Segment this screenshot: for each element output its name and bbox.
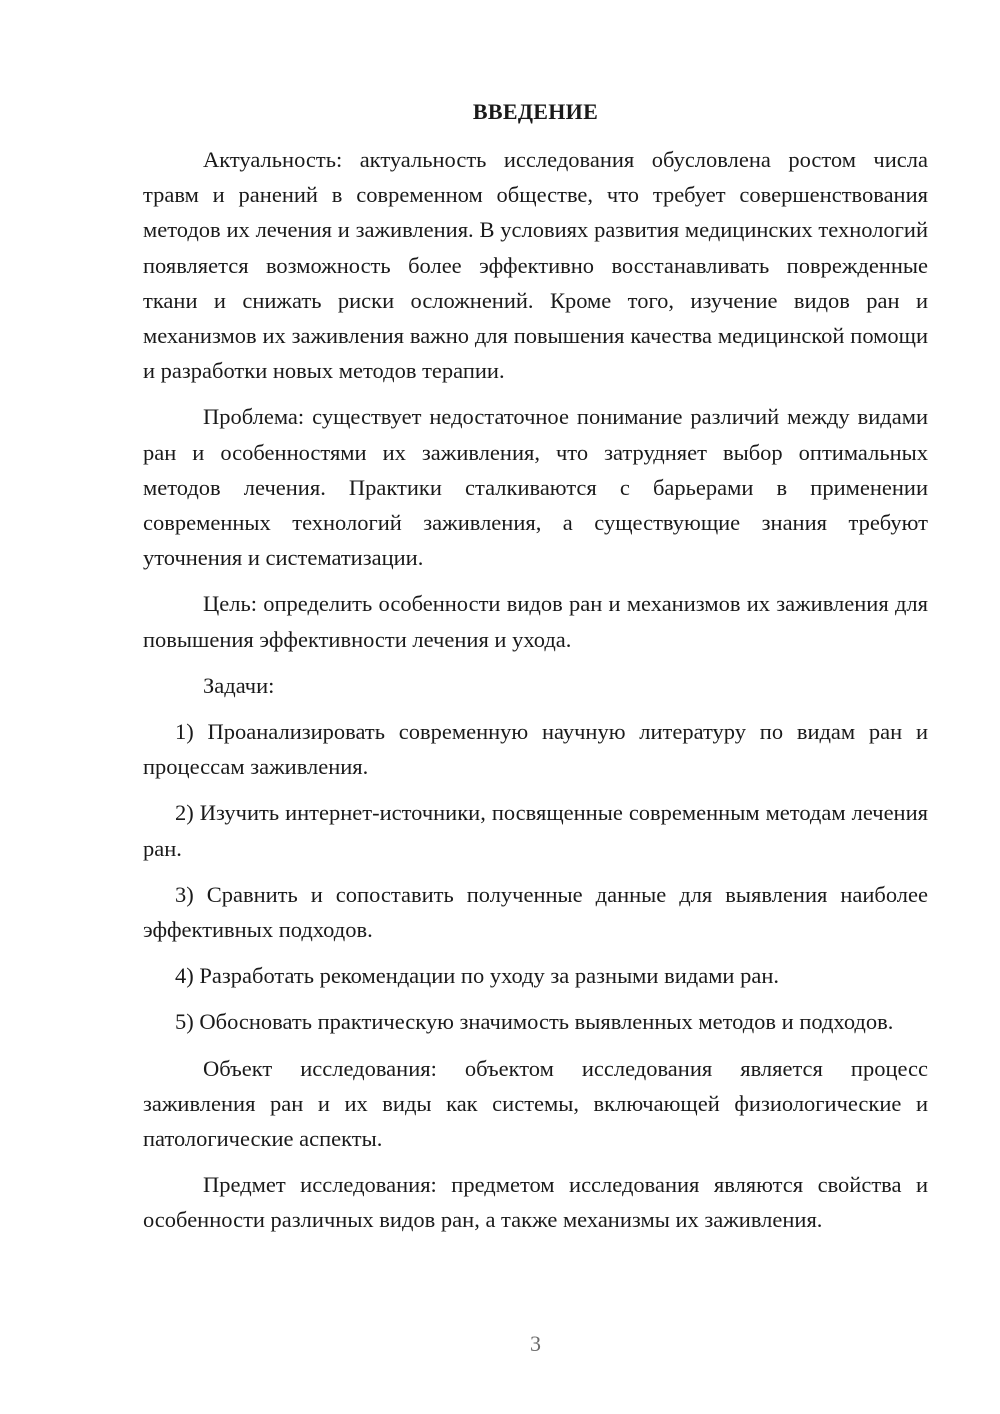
tasks-heading: Задачи: xyxy=(203,672,275,698)
task-item-2: 2) Изучить интернет-источники, посвященные современным методам лечения ран. xyxy=(143,800,928,861)
paragraph-problem: Проблема: существует недостаточное понимание различий между видами ран и особенностями их заживления, что затрудняет выбор оптимальных методов лечения. Практики сталкиваются с барьерами в применении современных технологий заживления, а существующие знания требуют уточнения и систематизации. xyxy=(143,404,928,571)
section-title: ВВЕДЕНИЕ xyxy=(472,99,599,124)
paragraph-object: Объект исследования: объектом исследования является процесс заживления ран и их виды как системы, включающей физиологические и патологические аспекты. xyxy=(143,1055,928,1152)
paragraph-subject: Предмет исследования: предметом исследования являются свойства и особенности различных видов ран, а также механизмы их заживления. xyxy=(143,1172,928,1233)
page-content xyxy=(143,94,928,1238)
paragraph-relevance: Актуальность: актуальность исследования обусловлена ростом числа травм и ранений в современном обществе, что требует совершенствования методов их лечения и заживления. В условиях развития медицинских технологий появляется возможность более эффективно восстанавливать поврежденные ткани и снижать риски осложнений. Кроме того, изучение видов ран и механизмов их заживления важно для повышения качества медицинской помощи и разработки новых методов терапии. xyxy=(143,147,928,384)
task-item-3: 3) Сравнить и сопоставить полученные данные для выявления наиболее эффективных подходов. xyxy=(143,881,928,943)
page-number: 3 xyxy=(530,1331,541,1356)
task-item-5: 5) Обосновать практическую значимость выявленных методов и подходов. xyxy=(175,1009,894,1035)
paragraph-goal: Цель: определить особенности видов ран и механизмов их заживления для повышения эффективности лечения и ухода. xyxy=(143,591,928,652)
task-item-1: 1) Проанализировать современную научную литературу по видам ран и процессам заживления. xyxy=(143,719,928,780)
task-item-4: 4) Разработать рекомендации по уходу за разными видами ран. xyxy=(175,963,779,989)
